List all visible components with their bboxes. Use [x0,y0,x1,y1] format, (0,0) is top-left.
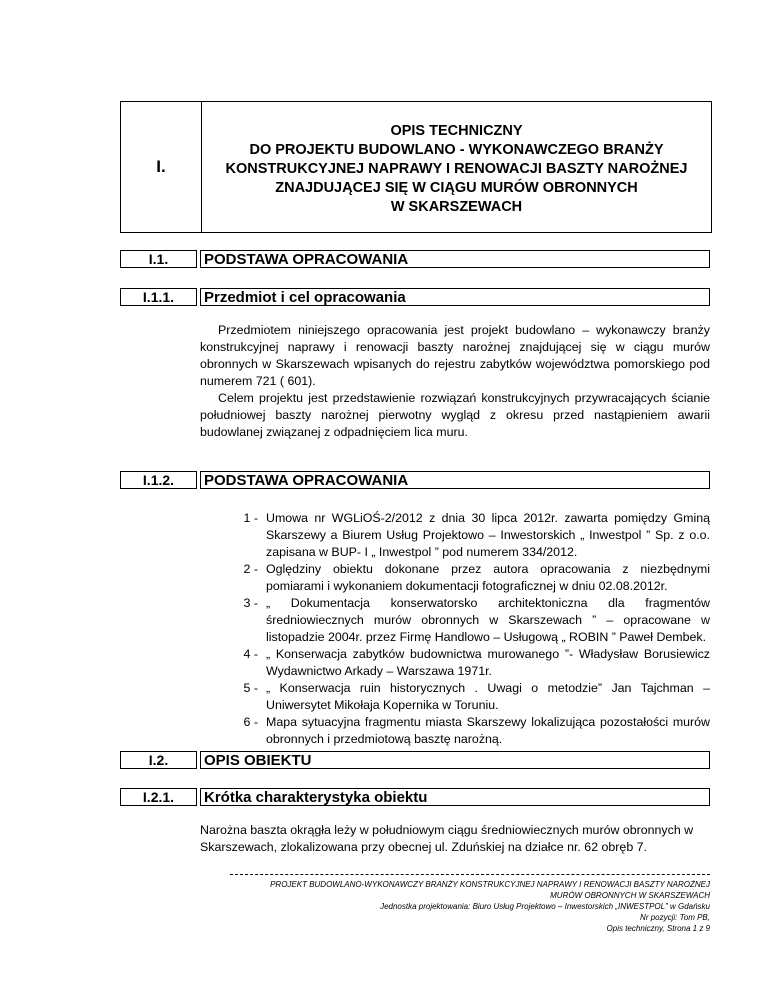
object-description: Narożna baszta okrągła leży w południowym ciągu średniowiecznych murów obronnych w Skarszewach, zlokalizowana przy obecnej ul. Zduńskiej na działce nr. 62 obręb 7. [200,823,694,854]
title-line: KONSTRUKCYJNEJ NAPRAWY I RENOWACJI BASZTY NAROŻNEJ [225,160,688,177]
section-number: I.2. [120,751,197,769]
section-title: OPIS OBIEKTU [200,751,710,769]
footer-project-line: PROJEKT BUDOWLANO-WYKONAWCZY BRANŻY KONSTRUKCYJNEJ NAPRAWY I RENOWACJI BASZTY NAROŻNEJ [270,880,710,889]
footer-unit-line: Jednostka projektowania: Biuro Usług Projektowo – Inwestorskich „INWESTPOL” w Gdańsku [380,902,710,911]
list-item [200,595,710,646]
title-line: DO PROJEKTU BUDOWLANO - WYKONAWCZEGO BRANŻY [249,141,664,158]
purpose-paragraph [200,322,710,441]
section-number: I.2.1. [120,788,197,806]
list-text: „ Konserwacja ruin historycznych . Uwagi o metodzie” Jan Tajchman – Uniwersytet Mikołaja Kopernika w Toruniu. [266,681,710,712]
title-line: OPIS TECHNICZNY [390,122,523,139]
section-title: Przedmiot i cel opracowania [200,288,710,306]
section-number: I.1.2. [120,471,197,489]
section-title: PODSTAWA OPRACOWANIA [200,250,710,268]
list-item [200,680,710,714]
footer-divider [230,874,710,875]
list-text: Mapa sytuacyjna fragmentu miasta Skarszewy lokalizująca pozostałości murów obronnych i przedmiotową basztę narożną. [266,715,710,746]
footer-page-line: Opis techniczny, Strona 1 z 9 [606,924,710,933]
section-heading [120,250,710,268]
section-heading [120,751,710,769]
list-text: „ Dokumentacja konserwatorsko architektoniczna dla fragmentów średniowiecznych murów obronnych w Skarszewach ” – opracowane w listopadzie 2004r. przez Firmę Handlowo – Usługową „ ROBIN ” Paweł Dembek. [266,596,710,644]
list-number: 1 - [243,511,258,525]
list-number: 4 - [243,647,258,661]
paragraph-text: Przedmiotem niniejszego opracowania jest projekt budowlano – wykonawczy branży konstrukcyjnej naprawy i renowacji baszty narożnej znajdującej się w ciągu murów obronnych w Skarszewach wpisanych do rejestru zabytków województwa pomorskiego pod numerem 721 ( 601). [200,323,710,388]
list-item [200,646,710,680]
section-heading [120,788,710,806]
chapter-number: I. [121,102,202,232]
section-heading [120,471,710,489]
paragraph-text: Celem projektu jest przedstawienie rozwiązań konstrukcyjnych przywracających ścianie południowej baszty narożnej pierwotny wygląd z okresu przed nastąpieniem awarii budowlanej związanej z odpadnięciem lica muru. [200,391,710,439]
list-text: Umowa nr WGLiOŚ-2/2012 z dnia 30 lipca 2012r. zawarta pomiędzy Gminą Skarszewy a Biurem Usług Projektowo – Inwestorskich „ Inwestpol ” Sp. z o.o. zapisana w BUP- I „ Inwestpol ” pod numerem 334/2012. [266,511,710,559]
section-number: I.1. [120,250,197,268]
section-title: PODSTAWA OPRACOWANIA [200,471,710,489]
list-item [200,561,710,595]
list-number: 3 - [243,596,258,610]
section-number: I.1.1. [120,288,197,306]
title-line: ZNAJDUJĄCEJ SIĘ W CIĄGU MURÓW OBRONNYCH [275,179,638,196]
list-item [200,510,710,561]
footer-position-line: Nr pozycji: Tom PB, [640,913,710,922]
list-item [200,714,710,748]
footer-project-line: MURÓW OBRONNYCH W SKARSZEWACH [550,891,710,900]
page-footer [230,874,710,934]
basis-list [200,510,710,748]
section-heading [120,288,710,306]
list-number: 6 - [243,715,258,729]
list-text: „ Konserwacja zabytków budownictwa murowanego ”- Władysław Borusiewicz Wydawnictwo Arkady – Warszawa 1971r. [266,647,710,678]
list-text: Oględziny obiektu dokonane przez autora opracowania z niezbędnymi pomiarami i wykonaniem dokumentacji fotograficznej w dniu 02.08.2012r. [266,562,710,593]
document-title [202,102,711,232]
list-number: 5 - [243,681,258,695]
title-line: W SKARSZEWACH [390,198,523,215]
list-number: 2 - [243,562,258,576]
document-title-box [120,101,712,233]
section-title: Krótka charakterystyka obiektu [200,788,710,806]
